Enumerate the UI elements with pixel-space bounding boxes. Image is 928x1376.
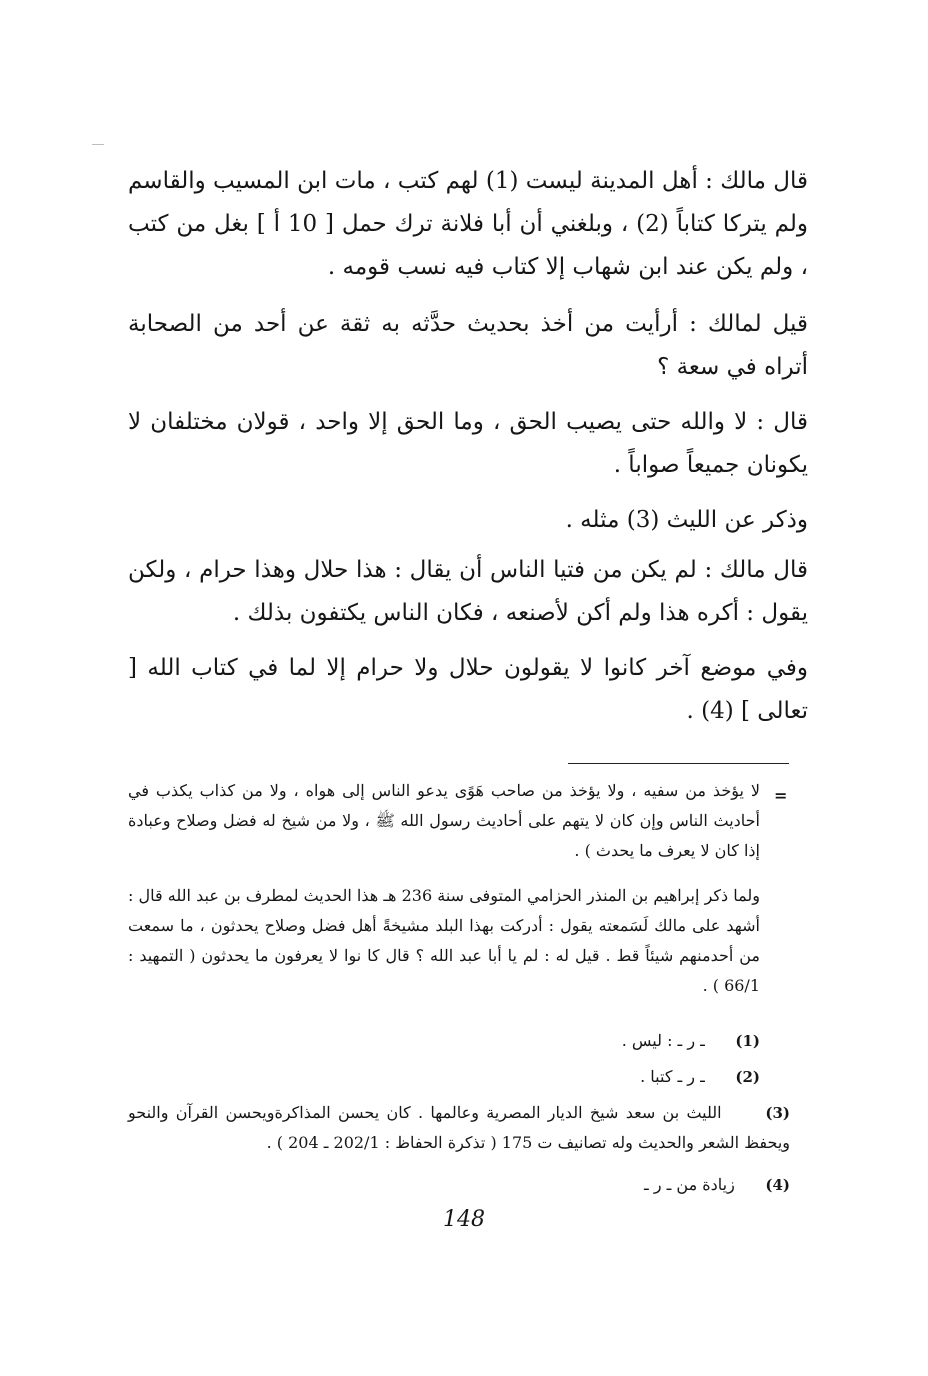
main-paragraph-1: قال مالك : أهل المدينة ليست (1) لهم كتب ، مات ابن المسيب والقاسم ولم يتركا كتاباً (2) ، وبلغني أن أبا فلانة ترك حمل [ 10 أ ] بغل من كتب ، ولم يكن عند ابن شهاب إلا كتاب فيه نسب قومه .	[128, 168, 808, 280]
footnote-4-text: زيادة من ـ ر ـ	[644, 1175, 735, 1194]
footnote-2	[128, 1062, 760, 1092]
main-paragraph-5: قال مالك : لم يكن من فتيا الناس أن يقال : هذا حلال وهذا حرام ، ولكن يقول : أكره هذا ولم أكن لأصنعه ، فكان الناس يكتفون بذلك .	[128, 557, 808, 626]
footnote-1-text: ـ ر ـ : ليس .	[621, 1031, 705, 1050]
footnote-2-text: ـ ر ـ كتبا .	[640, 1067, 705, 1086]
footnote-4	[128, 1170, 790, 1200]
main-paragraph-6: وفي موضع آخر كانوا لا يقولون حلال ولا حرام إلا لما في كتاب الله [ تعالى ] (4) .	[128, 655, 808, 724]
scan-edge-mark	[92, 144, 104, 145]
footnote-2-number: (2)	[735, 1068, 760, 1086]
main-paragraph-4: وذكر عن الليث (3) مثله .	[565, 507, 808, 533]
footnote-3-number: (3)	[765, 1104, 791, 1122]
continuation-note-1: لا يؤخذ من سفيه ، ولا يؤخذ من صاحب هَوًى يدعو الناس إلى هواه ، ولا من كذاب يكذب في أحاديث الناس وإن كان لا يتهم على أحاديث رسول الله ﷺ ، ولا من شيخ له فضل وصلاح وعبادة إذا كان لا يعرف ما يحدث ) .	[128, 781, 760, 860]
main-paragraph-2: قيل لمالك : أرأيت من أخذ بحديث حدَّثه به ثقة عن أحد من الصحابة أتراه في سعة ؟	[128, 311, 808, 380]
footnote-3	[128, 1098, 790, 1158]
footnote-1-number: (1)	[735, 1032, 760, 1050]
footnote-separator	[568, 763, 789, 764]
footnote-1	[128, 1026, 760, 1056]
footnote-4-number: (4)	[765, 1176, 790, 1194]
continuation-marker: =	[774, 786, 788, 805]
page-number: 148	[443, 1207, 485, 1232]
footnote-3-text: الليث بن سعد شيخ الديار المصرية وعالمها . كان يحسن المذاكرةويحسن القرآن والنحو ويحفظ الشعر والحديث وله تصانيف ت 175 ( تذكرة الحفاظ : 202/1 ـ 204 ) .	[128, 1103, 790, 1152]
main-paragraph-3: قال : لا والله حتى يصيب الحق ، وما الحق إلا واحد ، قولان مختلفان لا يكونان جميعاً صواباً .	[128, 409, 808, 478]
continuation-note-2: ولما ذكر إبراهيم بن المنذر الحزامي المتوفى سنة 236 هـ هذا الحديث لمطرف بن عبد الله قال : أشهد على مالك لَسَمعته يقول : أدركت بهذا البلد مشيخةً أهل فضل وصلاح يحدثون ، ما سمعت من أحدمنهم شيئاً قط . قيل له : لم يا أبا عبد الله ؟ قال كا نوا لا يعرفون ما يحدثون ( التمهيد : 66/1 ) .	[128, 886, 761, 995]
